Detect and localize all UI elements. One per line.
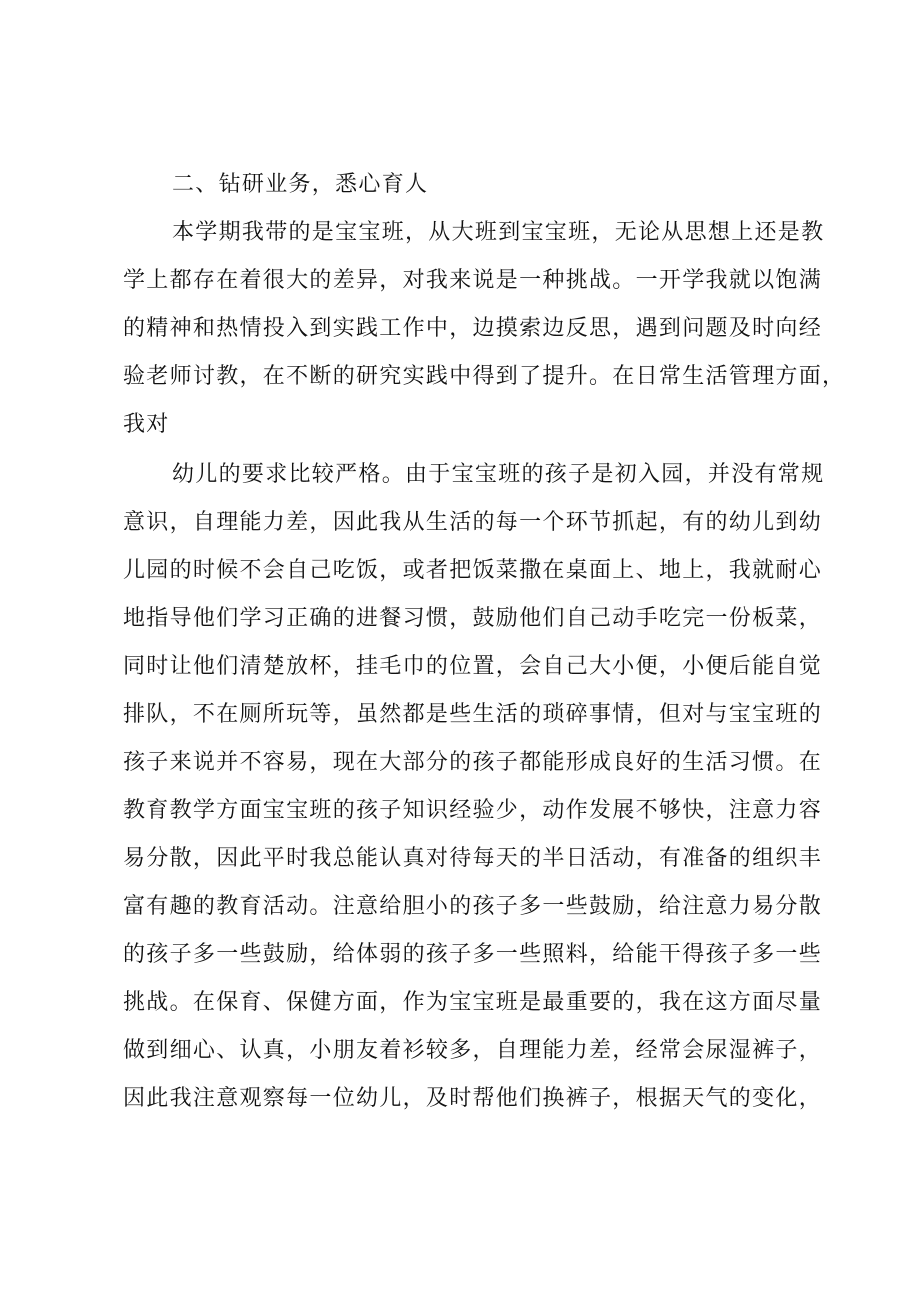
paragraph-line: 地指导他们学习正确的进餐习惯，鼓励他们自己动手吃完一份板菜， [123,606,823,631]
paragraph-line: 做到细心、认真，小朋友着衫较多，自理能力差，经常会尿湿裤子， [123,1038,823,1063]
paragraph-line: 学上都存在着很大的差异，对我来说是一种挑战。一开学我就以饱满 [123,268,823,293]
paragraph-line: 的孩子多一些鼓励，给体弱的孩子多一些照料，给能干得孩子多一些 [123,942,823,967]
paragraph-line: 富有趣的教育活动。注意给胆小的孩子多一些鼓励，给注意力易分散 [123,894,823,919]
paragraph-line: 验老师讨教，在不断的研究实践中得到了提升。在日常生活管理方面， [123,364,846,389]
paragraph-line: 教育教学方面宝宝班的孩子知识经验少，动作发展不够快，注意力容 [123,798,823,823]
paragraph-line: 本学期我带的是宝宝班，从大班到宝宝班，无论从思想上还是教 [172,220,825,245]
paragraph-line: 挑战。在保育、保健方面，作为宝宝班是最重要的，我在这方面尽量 [123,990,823,1015]
section-heading: 二、钻研业务，悉心育人 [172,172,429,197]
paragraph-line: 儿园的时候不会自己吃饭，或者把饭菜撒在桌面上、地上，我就耐心 [123,558,823,583]
paragraph-line: 孩子来说并不容易，现在大部分的孩子都能形成良好的生活习惯。在 [123,750,823,775]
paragraph-line: 我对 [123,412,170,437]
paragraph-line: 排队，不在厕所玩等，虽然都是些生活的琐碎事情，但对与宝宝班的 [123,702,823,727]
paragraph-line: 的精神和热情投入到实践工作中，边摸索边反思，遇到问题及时向经 [123,316,823,341]
paragraph-line: 因此我注意观察每一位幼儿，及时帮他们换裤子，根据天气的变化， [123,1086,823,1111]
paragraph-line: 同时让他们清楚放杯，挂毛巾的位置，会自己大小便，小便后能自觉 [123,654,823,679]
paragraph-line: 意识，自理能力差，因此我从生活的每一个环节抓起，有的幼儿到幼 [123,510,823,535]
paragraph-line: 幼儿的要求比较严格。由于宝宝班的孩子是初入园，并没有常规 [172,462,825,487]
paragraph-line: 易分散，因此平时我总能认真对待每天的半日活动，有准备的组织丰 [123,846,823,871]
